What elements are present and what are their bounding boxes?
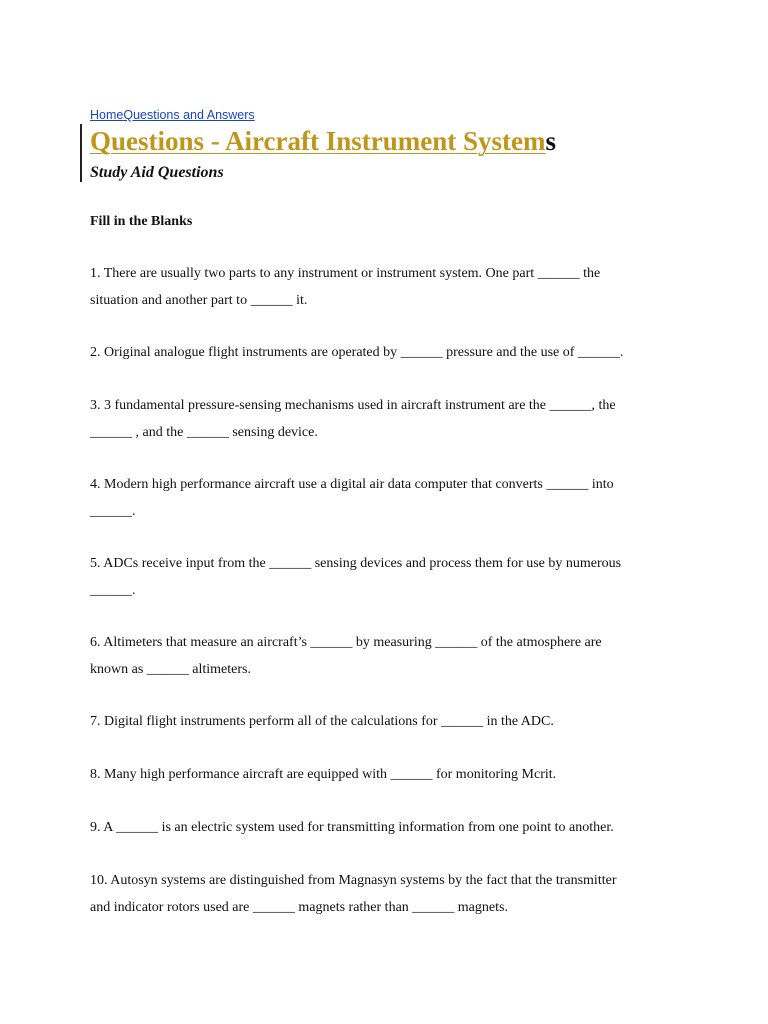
question-line: 9. A ______ is an electric system used for transmitting information from one point to another. (90, 820, 614, 835)
breadcrumb (90, 108, 255, 122)
question-8 (90, 762, 556, 789)
question-line: 5. ADCs receive input from the ______ sensing devices and process them for use by numerous (90, 556, 622, 571)
question-line: and indicator rotors used are ______ magnets rather than ______ magnets. (90, 899, 508, 915)
question-6 (90, 630, 602, 683)
question-1 (90, 261, 600, 314)
question-line: 7. Digital flight instruments perform all of the calculations for ______ in the ADC. (90, 714, 554, 729)
question-line: 8. Many high performance aircraft are equipped with ______ for monitoring Mcrit. (90, 767, 557, 782)
question-4 (90, 472, 614, 525)
question-line: 1. There are usually two parts to any instrument or instrument system. One part ______ the (90, 266, 601, 281)
page-title (90, 124, 556, 158)
question-3 (90, 393, 616, 446)
question-7 (90, 709, 554, 736)
question-line: 10. Autosyn systems are distinguished from Magnasyn systems by the fact that the transmitter (90, 873, 617, 888)
question-line: known as ______ altimeters. (90, 661, 251, 677)
question-2 (90, 340, 623, 367)
question-9 (90, 815, 614, 842)
title-vertical-rule (80, 124, 82, 182)
question-line: ______ , and the ______ sensing device. (90, 424, 318, 440)
question-line: 3. 3 fundamental pressure-sensing mechanisms used in aircraft instrument are the ______, the (90, 398, 616, 413)
section-heading: Fill in the Blanks (90, 214, 193, 229)
question-line: ______. (90, 503, 136, 519)
page-title-suffix: s (545, 126, 556, 156)
question-5 (90, 551, 621, 604)
question-line: 4. Modern high performance aircraft use a digital air data computer that converts ______ into (90, 477, 614, 492)
question-line: situation and another part to ______ it. (90, 292, 308, 308)
breadcrumb-home-link[interactable]: Home (90, 108, 124, 122)
question-10 (90, 868, 616, 921)
question-line: 6. Altimeters that measure an aircraft’s ______ by measuring ______ of the atmosphere are (90, 635, 602, 650)
subtitle: Study Aid Questions (90, 164, 224, 181)
breadcrumb-questions-link[interactable]: Questions and Answers (123, 108, 255, 122)
question-line: ______. (90, 582, 136, 598)
page-title-link[interactable]: Questions - Aircraft Instrument System (90, 126, 546, 156)
question-line: 2. Original analogue flight instruments are operated by ______ pressure and the use of ______. (90, 345, 624, 360)
